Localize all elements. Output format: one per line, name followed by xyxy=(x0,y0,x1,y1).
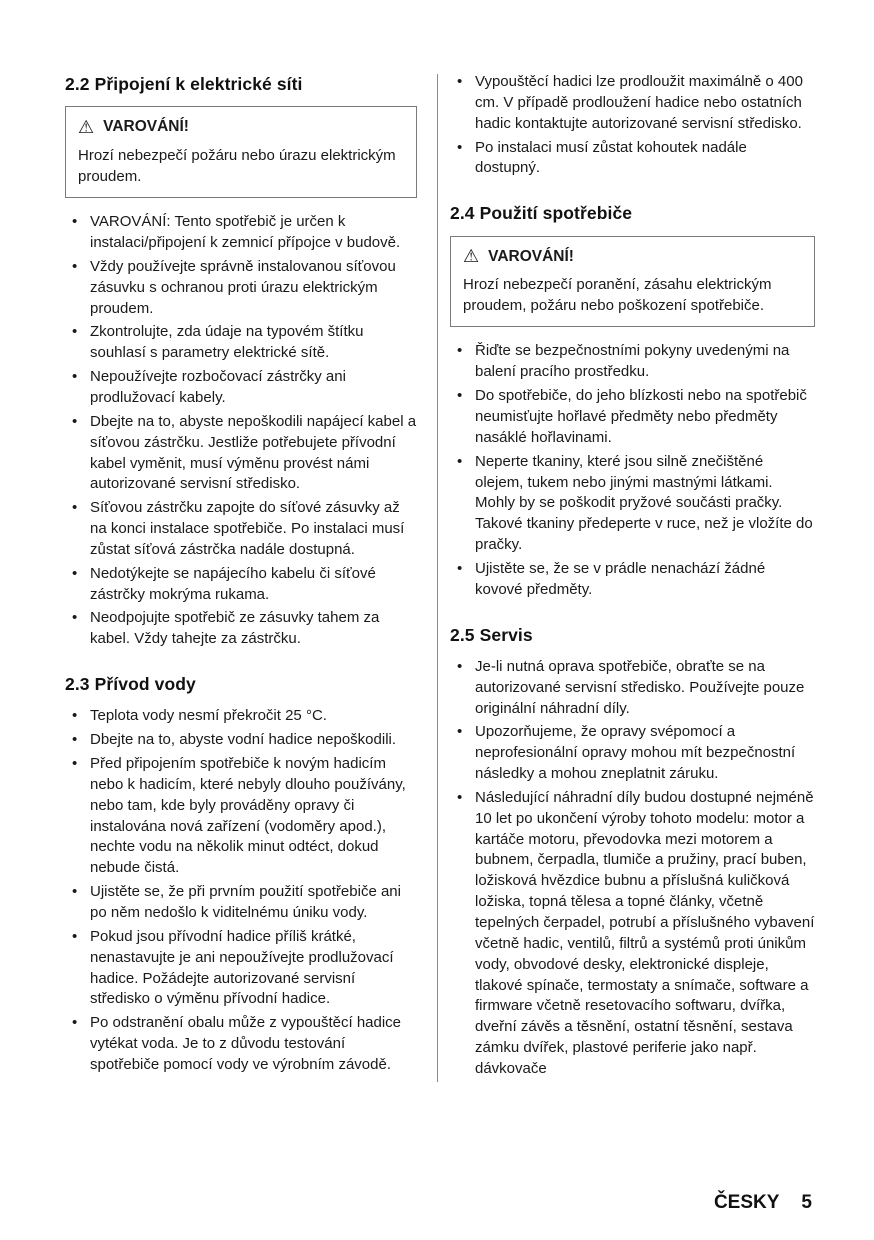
warning-box xyxy=(65,106,417,198)
section-heading: 2.5 Servis xyxy=(450,624,533,645)
bullet-item: • Teplota vody nesmí překročit 25 °C. xyxy=(65,706,417,727)
warning-text: Hrozí nebezpečí poranění, zásahu elektrickým proudem, požáru nebo poškození spotřebiče. xyxy=(463,276,772,314)
two-column-layout xyxy=(65,72,815,1088)
bullet-list xyxy=(65,212,417,650)
section-heading: 2.2 Připojení k elektrické síti xyxy=(65,74,303,94)
bullet-item: • Dbejte na to, abyste vodní hadice nepoškodili. xyxy=(65,730,417,751)
bullet-item: • Před připojením spotřebiče k novým hadicím nebo k hadicím, které nebyly dlouho používány, nebo tam, kde byly prováděny opravy či instalována nová zařízení (vodoměry apod.), nechte vodu na několik minut odtéct, dokud nebude čistá. xyxy=(65,754,417,879)
bullet-item: • Po odstranění obalu může z vypouštěcí hadice vytékat voda. Je to z důvodu testování spotřebiče pomocí vody ve výrobním závodě. xyxy=(65,1013,417,1076)
bullet-item: • Vždy používejte správně instalovanou síťovou zásuvku s ochranou proti úrazu elektrickým proudem. xyxy=(65,257,417,320)
bullet-item: • Vypouštěcí hadici lze prodloužit maximálně o 400 cm. V případě prodloužení hadice nebo ostatních hadic kontaktujte autorizované servisní středisko. xyxy=(450,72,815,135)
bullet-item: • Ujistěte se, že při prvním použití spotřebiče ani po něm nedošlo k viditelnému úniku vody. xyxy=(65,882,417,924)
footer-language: ČESKY xyxy=(713,1192,780,1213)
bullet-item: • Neodpojujte spotřebič ze zásuvky tahem za kabel. Vždy tahejte za zástrčku. xyxy=(65,608,417,650)
bullet-item: • Ujistěte se, že se v prádle nenachází žádné kovové předměty. xyxy=(450,559,815,601)
section-heading: 2.3 Přívod vody xyxy=(65,674,196,695)
warning-icon: ⚠ xyxy=(463,246,480,267)
warning-icon: ⚠ xyxy=(78,117,95,138)
footer-page-number: 5 xyxy=(801,1192,812,1213)
bullet-list xyxy=(450,72,815,179)
bullet-list xyxy=(450,341,815,600)
bullet-item: • Řiďte se bezpečnostními pokyny uvedenými na balení pracího prostředku. xyxy=(450,341,815,383)
page-footer xyxy=(714,1192,812,1214)
bullet-item: • Síťovou zástrčku zapojte do síťové zásuvky až na konci instalace spotřebiče. Po instalaci musí zůstat síťová zástrčka nadále dostupná. xyxy=(65,498,417,561)
warning-title-row xyxy=(78,116,404,138)
bullet-item: • Do spotřebiče, do jeho blízkosti nebo na spotřebič neumisťujte hořlavé předměty nebo předměty nasáklé hořlavinami. xyxy=(450,386,815,449)
warning-title: VAROVÁNÍ! xyxy=(103,118,189,136)
left-column xyxy=(65,72,417,1088)
bullet-item: • Nedotýkejte se napájecího kabelu či síťové zástrčky mokrýma rukama. xyxy=(65,564,417,606)
bullet-item: • Po instalaci musí zůstat kohoutek nadále dostupný. xyxy=(450,138,815,180)
bullet-item: • VAROVÁNÍ: Tento spotřebič je určen k instalaci/připojení k zemnicí přípojce v budově. xyxy=(65,212,417,254)
bullet-list xyxy=(450,657,815,1080)
warning-box xyxy=(450,236,815,328)
bullet-item: • Upozorňujeme, že opravy svépomocí a neprofesionální opravy mohou mít bezpečnostní následky a mohou zneplatnit záruku. xyxy=(450,722,815,785)
bullet-item: • Pokud jsou přívodní hadice příliš krátké, nenastavujte je ani nepoužívejte prodlužovací hadice. Požádejte autorizované servisní středisko o výměnu přívodní hadice. xyxy=(65,927,417,1010)
warning-text: Hrozí nebezpečí požáru nebo úrazu elektrickým proudem. xyxy=(78,146,396,185)
bullet-item: • Je-li nutná oprava spotřebiče, obraťte se na autorizované servisní středisko. Používejte pouze originální náhradní díly. xyxy=(450,657,815,720)
bullet-item: • Zkontrolujte, zda údaje na typovém štítku souhlasí s parametry elektrické sítě. xyxy=(65,322,417,364)
warning-title-row xyxy=(463,246,802,268)
bullet-item: • Dbejte na to, abyste nepoškodili napájecí kabel a síťovou zástrčku. Jestliže potřebujete přívodní kabel vyměnit, musí výměnu provést námi autorizované servisní středisko. xyxy=(65,412,417,495)
bullet-item: • Následující náhradní díly budou dostupné nejméně 10 let po ukončení výroby tohoto modelu: motor a kartáče motoru, převodovka mezi motorem a bubnem, čerpadla, tlumiče a pružiny, prací buben, ložisková hvězdice bubnu a příslušná kuličková ložiska, topná tělesa a topné články, včetně tepelných čerpadel, potrubí a příslušného vybavení včetně hadic, ventilů, filtrů a systémů proti únikům vody, obvodové desky, elektronické displeje, tlakové spínače, termostaty a snímače, software a firmware včetně resetovacího softwaru, dvířka, dveřní závěs a těsnění, ostatní těsnění, sestava zámku dvířek, plastové periferie jako např. dávkovače xyxy=(450,788,815,1080)
bullet-item: • Nepoužívejte rozbočovací zástrčky ani prodlužovací kabely. xyxy=(65,367,417,409)
bullet-list xyxy=(65,706,417,1075)
bullet-item: • Neperte tkaniny, které jsou silně znečištěné olejem, tukem nebo jinými mastnými látkami. Mohly by se poškodit pryžové součásti pračky. Takové tkaniny předeperte v ruce, než je vložíte do pračky. xyxy=(450,452,815,556)
section-heading: 2.4 Použití spotřebiče xyxy=(450,203,633,224)
warning-title: VAROVÁNÍ! xyxy=(488,247,574,265)
column-divider xyxy=(437,74,438,1082)
right-column xyxy=(450,72,815,1088)
